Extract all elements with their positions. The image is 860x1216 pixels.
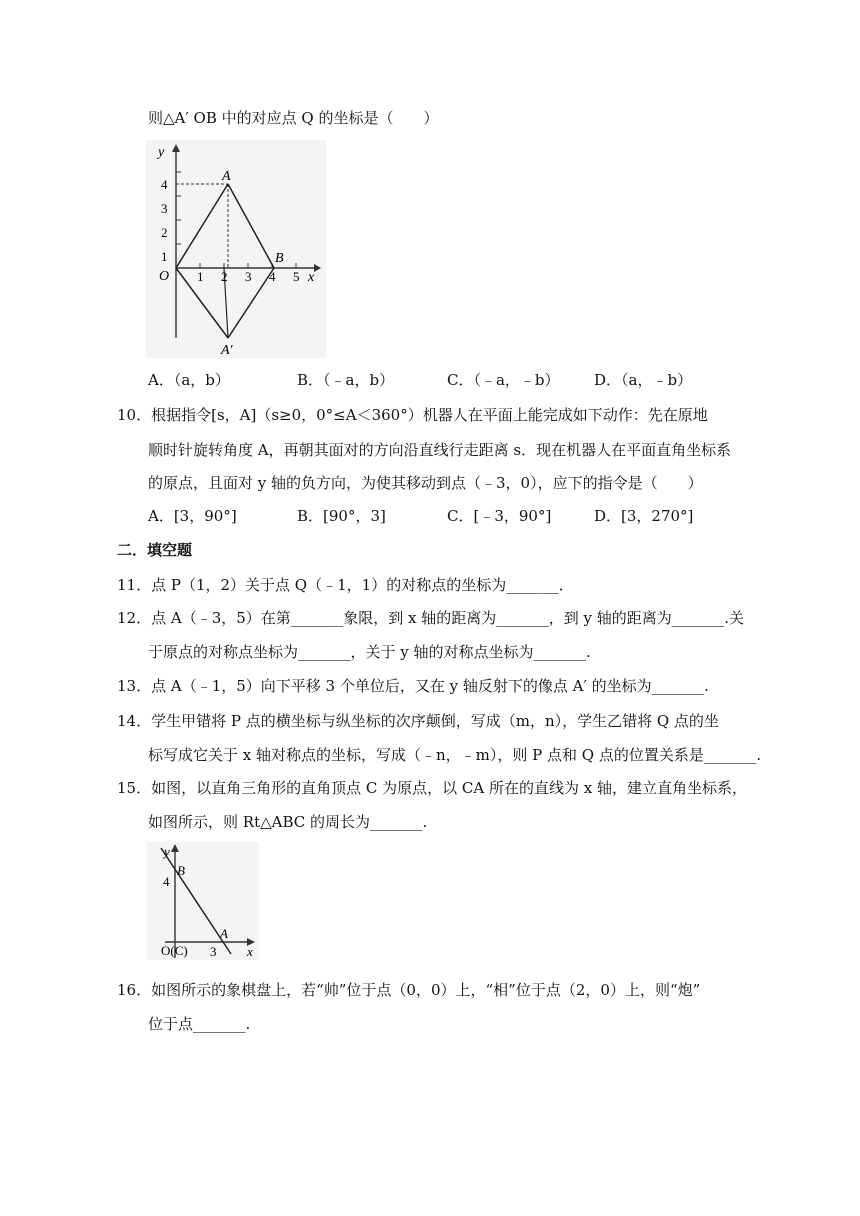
x-axis-label: x <box>247 944 253 959</box>
q15-line-2: 如图所示，则 Rt△ABC 的周长为_______. <box>148 813 428 831</box>
q10-option-d[interactable]: D．[3，270°] <box>594 507 694 525</box>
q10-option-b[interactable]: B．[90°，3] <box>297 507 386 525</box>
x-tick-2: 2 <box>221 269 228 284</box>
y-tick-3: 3 <box>161 201 168 216</box>
q9-option-a[interactable]: A．（a，b） <box>148 371 230 389</box>
q10-line-1: 10．根据指令[s，A]（s≥0，0°≤A＜360°）机器人在平面上能完成如下动作：先在原地 <box>117 406 708 424</box>
y-axis-label: y <box>158 145 165 160</box>
section-title: 二．填空题 <box>117 541 193 559</box>
q9-option-d[interactable]: D．（a，﹣b） <box>594 371 693 389</box>
x-tick-3: 3 <box>245 269 252 284</box>
q11-text: 11．点 P（1，2）关于点 Q（﹣1，1）的对称点的坐标为_______． <box>117 576 574 594</box>
y-tick-1: 1 <box>161 249 168 264</box>
q10-line-3: 的原点，且面对 y 轴的负方向，为使其移动到点（﹣3，0），应下的指令是（ ） <box>148 474 703 492</box>
q12-line-2: 于原点的对称点坐标为_______，关于 y 轴的对称点坐标为_______. <box>148 643 591 661</box>
q9-option-b[interactable]: B．（﹣a，b） <box>297 371 395 389</box>
y-tick-4: 4 <box>163 874 170 889</box>
q15-line-1: 15．如图，以直角三角形的直角顶点 C 为原点，以 CA 所在的直线为 x 轴，建立直角坐标系， <box>117 779 747 797</box>
q14-line-2: 标写成它关于 x 轴对称点的坐标，写成（﹣n，﹣m），则 P 点和 Q 点的位置关系是_______. <box>148 746 762 764</box>
q16-line-2: 位于点_______. <box>148 1015 251 1033</box>
q12-line-1: 12．点 A（﹣3，5）在第_______象限，到 x 轴的距离为_______，到 y 轴的距离为_______.关 <box>117 609 745 627</box>
origin-c-label: O(C) <box>161 943 188 958</box>
x-tick-3: 3 <box>210 944 217 959</box>
point-a-label: A <box>222 169 231 184</box>
q9-option-c[interactable]: C．（﹣a，﹣b） <box>447 371 560 389</box>
q9-coordinate-figure <box>146 140 326 358</box>
x-axis-label: x <box>308 270 315 285</box>
q14-line-1: 14．学生甲错将 P 点的横坐标与纵坐标的次序颠倒，写成（m，n），学生乙错将 Q 点的坐 <box>117 712 719 730</box>
q15-coordinate-figure <box>147 842 259 960</box>
x-tick-4: 4 <box>269 269 276 284</box>
q10-option-c[interactable]: C．[﹣3，90°] <box>447 507 552 525</box>
q9-question-tail: 则△A′ OB 中的对应点 Q 的坐标是（ ） <box>148 109 439 127</box>
q10-line-2: 顺时针旋转角度 A，再朝其面对的方向沿直线行走距离 s．现在机器人在平面直角坐标系 <box>148 441 732 459</box>
y-tick-2: 2 <box>161 225 168 240</box>
q13-text: 13．点 A（﹣1，5）向下平移 3 个单位后，又在 y 轴反射下的像点 A′ 的坐标为_______. <box>117 677 709 695</box>
y-tick-4: 4 <box>161 177 168 192</box>
y-axis-label: y <box>164 844 170 859</box>
origin-label: O <box>159 269 170 284</box>
q16-line-1: 16．如图所示的象棋盘上，若“帅”位于点（0，0）上，“相”位于点（2，0）上，则“炮” <box>117 981 701 999</box>
point-b-label: B <box>177 863 185 878</box>
x-tick-5: 5 <box>293 269 300 284</box>
point-a-prime-label: A′ <box>221 343 233 358</box>
q10-option-a[interactable]: A．[3，90°] <box>148 507 237 525</box>
point-a-label: A <box>220 926 228 941</box>
x-tick-1: 1 <box>197 269 204 284</box>
point-b-label: B <box>275 251 284 266</box>
